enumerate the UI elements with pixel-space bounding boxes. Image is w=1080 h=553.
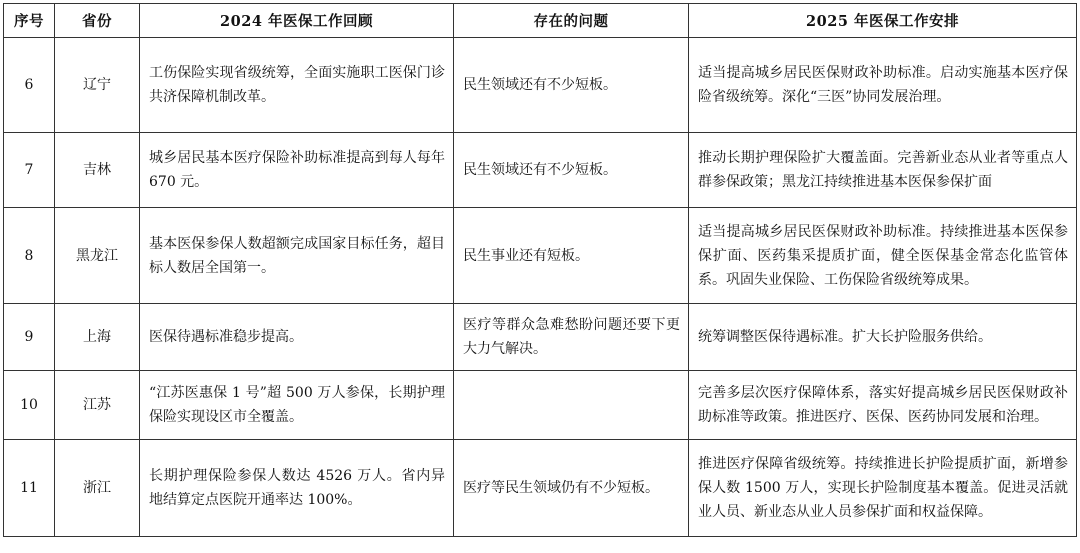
cell-province: 辽宁 (55, 38, 140, 133)
header-province: 省份 (55, 4, 140, 38)
cell-plan: 推进医疗保障省级统筹。持续推进长护险提质扩面，新增参保人数 1500 万人，实现长护险制度基本覆盖。促进灵活就业人员、新业态从业人员参保扩面和权益保障。 (689, 440, 1077, 537)
cell-province: 吉林 (55, 133, 140, 208)
cell-plan: 完善多层次医疗保障体系，落实好提高城乡居民医保财政补助标准等政策。推进医疗、医保、医药协同发展和治理。 (689, 371, 1077, 440)
cell-province: 浙江 (55, 440, 140, 537)
cell-plan: 适当提高城乡居民医保财政补助标准。启动实施基本医疗保险省级统筹。深化“三医”协同发展治理。 (689, 38, 1077, 133)
cell-province: 黑龙江 (55, 208, 140, 304)
table-row (4, 304, 1077, 371)
cell-review: 医保待遇标准稳步提高。 (140, 304, 454, 371)
cell-review: 工伤保险实现省级统筹，全面实施职工医保门诊共济保障机制改革。 (140, 38, 454, 133)
cell-seq: 7 (4, 133, 55, 208)
medical-insurance-work-table (3, 3, 1077, 537)
cell-problem: 医疗等群众急难愁盼问题还要下更大力气解决。 (454, 304, 689, 371)
header-row (4, 4, 1077, 38)
cell-review: 城乡居民基本医疗保险补助标准提高到每人每年 670 元。 (140, 133, 454, 208)
cell-seq: 11 (4, 440, 55, 537)
cell-province: 上海 (55, 304, 140, 371)
cell-problem: 民生领域还有不少短板。 (454, 38, 689, 133)
cell-plan: 统筹调整医保待遇标准。扩大长护险服务供给。 (689, 304, 1077, 371)
table-row (4, 440, 1077, 537)
cell-seq: 9 (4, 304, 55, 371)
header-problems: 存在的问题 (454, 4, 689, 38)
cell-seq: 8 (4, 208, 55, 304)
cell-problem: 民生领域还有不少短板。 (454, 133, 689, 208)
table-row (4, 371, 1077, 440)
cell-review: 长期护理保险参保人数达 4526 万人。省内异地结算定点医院开通率达 100%。 (140, 440, 454, 537)
cell-review: 基本医保参保人数超额完成国家目标任务，超目标人数居全国第一。 (140, 208, 454, 304)
table-row (4, 133, 1077, 208)
cell-seq: 10 (4, 371, 55, 440)
cell-plan: 适当提高城乡居民医保财政补助标准。持续推进基本医保参保扩面、医药集采提质扩面，健全医保基金常态化监管体系。巩固失业保险、工伤保险省级统筹成果。 (689, 208, 1077, 304)
cell-problem: 民生事业还有短板。 (454, 208, 689, 304)
table-body (4, 38, 1077, 537)
table-row (4, 38, 1077, 133)
cell-province: 江苏 (55, 371, 140, 440)
cell-seq: 6 (4, 38, 55, 133)
cell-problem: 医疗等民生领域仍有不少短板。 (454, 440, 689, 537)
header-plan-2025: 2025 年医保工作安排 (689, 4, 1077, 38)
header-review-2024: 2024 年医保工作回顾 (140, 4, 454, 38)
cell-review: “江苏医惠保 1 号”超 500 万人参保，长期护理保险实现设区市全覆盖。 (140, 371, 454, 440)
cell-problem (454, 371, 689, 440)
header-seq: 序号 (4, 4, 55, 38)
table-header (4, 4, 1077, 38)
cell-plan: 推动长期护理保险扩大覆盖面。完善新业态从业者等重点人群参保政策；黑龙江持续推进基本医保参保扩面 (689, 133, 1077, 208)
table-row (4, 208, 1077, 304)
